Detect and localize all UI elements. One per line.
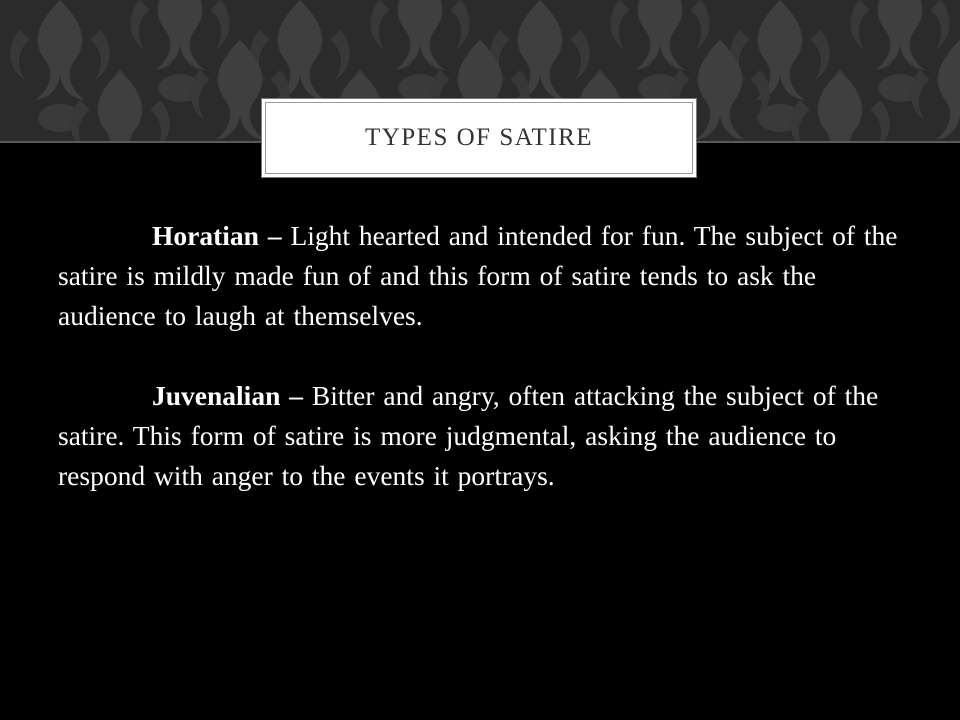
title-box (261, 98, 697, 178)
paragraph-horatian (58, 216, 908, 336)
paragraph-juvenalian (58, 376, 908, 496)
term-horatian: Horatian – (152, 220, 282, 251)
slide-body (58, 216, 908, 496)
definition-juvenalian: Bitter and angry, often attacking the subject of the satire. This form of satire is more judgmental, asking the audience to respond with anger to the events it portrays. (58, 380, 879, 491)
term-juvenalian: Juvenalian – (152, 380, 303, 411)
definition-horatian: Light hearted and intended for fun. The subject of the satire is mildly made fun of and this form of satire tends to ask the audience to laugh at themselves. (58, 220, 898, 331)
slide-title: TYPES OF SATIRE (364, 124, 594, 151)
